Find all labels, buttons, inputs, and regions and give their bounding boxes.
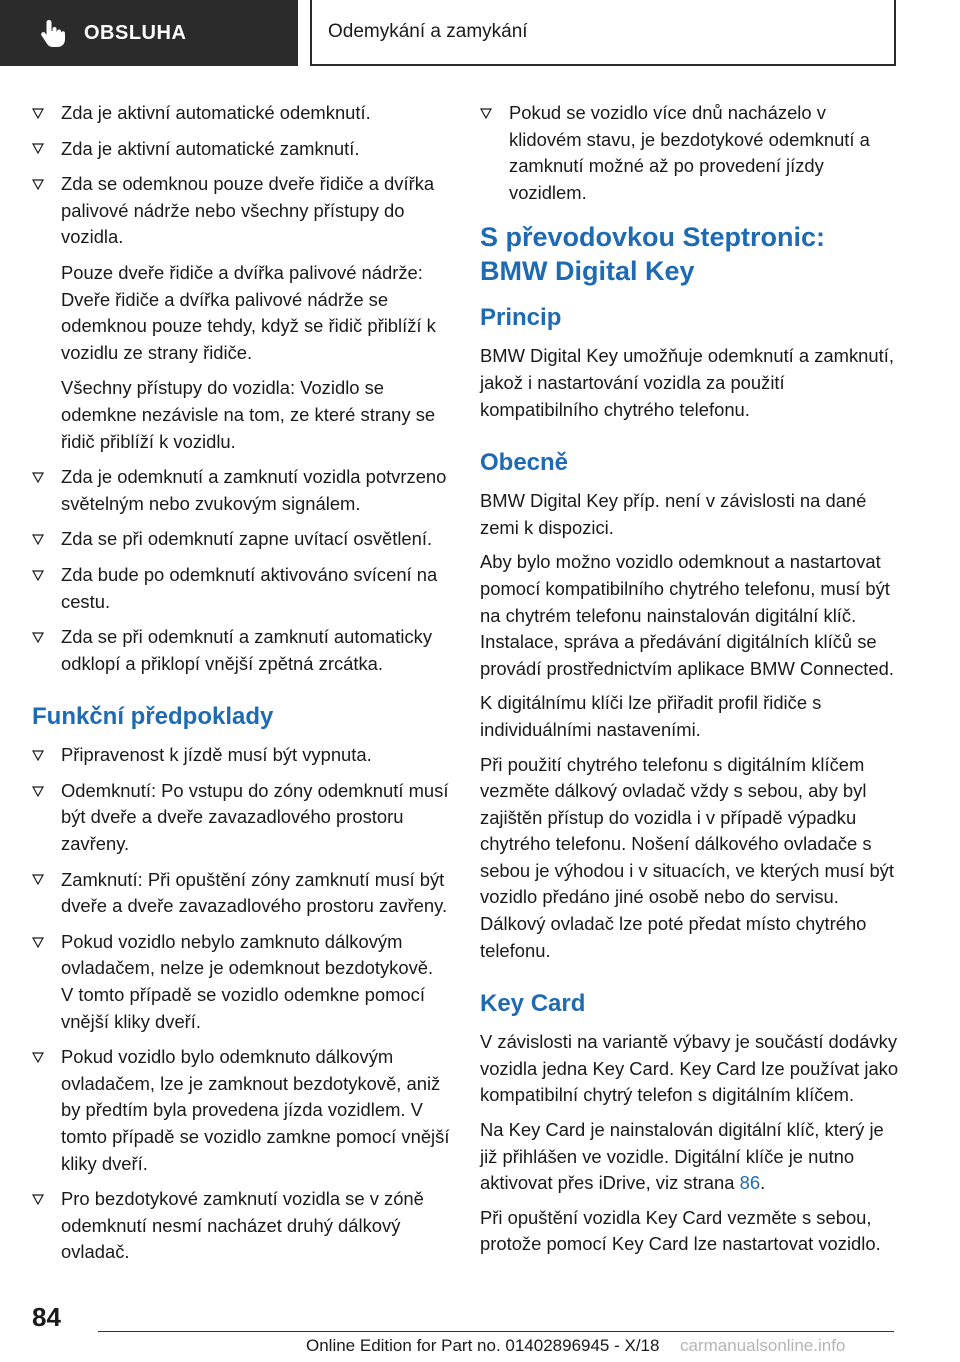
paragraph: Aby bylo možno vozidlo odemknout a nastartovat pomocí kompatibilního chytrého telefonu, musí být na chytrém telefonu nainstalován digitální klíč. Instalace, správa a předávání digitálních klíčů se provádí prostřednictvím aplikace BMW Connected. <box>480 551 894 679</box>
section-title: OBSLUHA <box>84 21 187 44</box>
right-column <box>480 100 900 1266</box>
princip-heading: Princip <box>480 304 562 332</box>
main-heading: S převodovkou Steptronic: BMW Digital Key <box>480 222 826 287</box>
triangle-bullet-icon <box>32 742 61 769</box>
list-item: Zda je aktivní automatické odemknutí. <box>32 100 450 127</box>
paragraph: Při opuštění vozidla Key Card vezměte s sebou, protože pomocí Key Card lze nastartovat vozidlo. <box>480 1206 881 1255</box>
list-item: Pokud vozidlo nebylo zamknuto dálkovým ovladačem, nelze je odemknout bezdotykově. V tomto případě se vozidlo odemkne pomocí vnější kliky dveří. <box>32 929 450 1035</box>
triangle-bullet-icon <box>32 929 61 956</box>
chapter-box <box>310 0 896 66</box>
triangle-bullet-icon <box>480 100 509 127</box>
footer-divider <box>98 1331 894 1332</box>
page-reference-link[interactable]: 86 <box>739 1172 761 1194</box>
paragraph: V závislosti na variantě výbavy je součástí dodávky vozidla jedna Key Card. Key Card lze používat jako kompatibilní chytrý telefon s digitálním klíčem. <box>480 1031 899 1106</box>
list-item: Odemknutí: Po vstupu do zóny odemknutí musí být dveře a dveře zavazadlového prostoru zavřeny. <box>32 778 450 858</box>
triangle-bullet-icon <box>32 464 61 491</box>
list-item: Zda bude po odemknutí aktivováno svícení na cestu. <box>32 562 450 615</box>
list-item: Zda se při odemknutí a zamknutí automaticky odklopí a přiklopí vnější zpětná zrcátka. <box>32 624 450 677</box>
section-tab <box>0 0 298 66</box>
triangle-bullet-icon <box>32 136 61 163</box>
page-number: 84 <box>32 1302 61 1332</box>
sub-paragraph: Všechny přístupy do vozidla: Vozidlo se odemkne nezávisle na tom, ze které strany se řidič přiblíží k vozidlu. <box>61 377 436 452</box>
paragraph: Při použití chytrého telefonu s digitálním klíčem vezměte dálkový ovladač vždy s sebou, aby byl zajištěn přístup do vozidla i v případě výpadku chytrého telefonu. Nošení dálkového ovladače s sebou je výhodou i v situacích, ve kterých musí být vozidlo předáno jiné osobě nebo do servisu. Dálkový ovladač lze poté předat místo chytrého telefonu. <box>480 753 894 961</box>
triangle-bullet-icon <box>32 867 61 894</box>
list-item: Zda se při odemknutí zapne uvítací osvětlení. <box>32 526 450 553</box>
princip-text: BMW Digital Key umožňuje odemknutí a zamknutí, jakož i nastartování vozidla za použití kompatibilního chytrého telefonu. <box>480 345 894 420</box>
watermark: carmanualsonline.info <box>680 1336 846 1355</box>
triangle-bullet-icon <box>32 526 61 553</box>
edition-text: Online Edition for Part no. 01402896945 - X/18 <box>306 1336 660 1355</box>
triangle-bullet-icon <box>32 778 61 805</box>
list-item: Zda je aktivní automatické zamknutí. <box>32 136 450 163</box>
sub-paragraph: Pouze dveře řidiče a dvířka palivové nádrže: Dveře řidiče a dvířka palivové nádrže se odemknou pouze tehdy, když se řidič přiblíží k vozidlu ze strany řidiče. <box>61 261 436 363</box>
list-item: Pokud se vozidlo více dnů nacházelo v klidovém stavu, je bezdotykové odemknutí a zamknutí možné až po provedení jízdy vozidlem. <box>480 100 900 206</box>
triangle-bullet-icon <box>32 624 61 651</box>
triangle-bullet-icon <box>32 1186 61 1213</box>
triangle-bullet-icon <box>32 1044 61 1071</box>
triangle-bullet-icon <box>32 100 61 127</box>
paragraph: K digitálnímu klíči lze přiřadit profil řidiče s individuálními nastaveními. <box>480 692 822 740</box>
list-item: Zda je odemknutí a zamknutí vozidla potvrzeno světelným nebo zvukovým signálem. <box>32 464 450 517</box>
paragraph: Na Key Card je nainstalován digitální klíč, který je již přihlášen ve vozidle. Digitální klíče je nutno aktivovat přes iDrive, viz strana 86. <box>480 1119 884 1194</box>
left-column <box>32 100 450 1275</box>
list-item: Pokud vozidlo bylo odemknuto dálkovým ovladačem, lze je zamknout bezdotykově, aniž by předtím byla provedena jízda vozidlem. V tomto případě se vozidlo zamkne pomocí vnější kliky dveří. <box>32 1044 450 1177</box>
obecne-heading: Obecně <box>480 449 569 477</box>
paragraph: BMW Digital Key příp. není v závislosti na dané zemi k dispozici. <box>480 490 867 538</box>
triangle-bullet-icon <box>32 562 61 589</box>
page-header <box>0 0 960 66</box>
chapter-title: Odemykání a zamykání <box>328 21 528 42</box>
list-item: Zamknutí: Při opuštění zóny zamknutí musí být dveře a dveře zavazadlového prostoru zavřeny. <box>32 867 450 920</box>
list-item: Zda se odemknou pouze dveře řidiče a dvířka palivové nádrže nebo všechny přístupy do vozidla. <box>32 171 450 251</box>
triangle-bullet-icon <box>32 171 61 198</box>
list-item: Připravenost k jízdě musí být vypnuta. <box>32 742 450 769</box>
keycard-heading: Key Card <box>480 990 586 1018</box>
list-item: Pro bezdotykové zamknutí vozidla se v zóně odemknutí nesmí nacházet druhý dálkový ovladač. <box>32 1186 450 1266</box>
section-heading: Funkční předpoklady <box>32 703 274 731</box>
hand-pointer-icon <box>40 18 66 48</box>
